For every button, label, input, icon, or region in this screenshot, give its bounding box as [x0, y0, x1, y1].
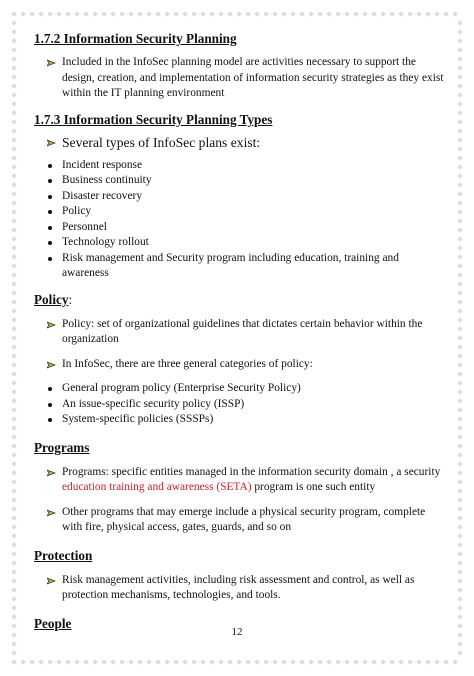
section-heading-1-7-3: 1.7.3 Information Security Planning Types	[34, 111, 273, 127]
list-item: An issue-specific security policy (ISSP)	[34, 397, 444, 413]
page-content	[34, 30, 444, 632]
arrow-bullet-icon	[47, 576, 57, 586]
list-item: Incident response	[34, 158, 444, 174]
policy-categories-list	[34, 381, 444, 428]
section-heading-programs: Programs	[34, 439, 90, 455]
plan-types-list	[34, 158, 444, 282]
list-item: Programs: specific entities managed in the information security domain , a security education training and awareness (SETA) program is one such entity	[34, 465, 444, 496]
list-item: Included in the InfoSec planning model are activities necessary to support the design, creation, and implementation of information security strategies as they exist within the IT planning environment	[34, 55, 444, 102]
arrow-bullet-icon	[47, 138, 57, 148]
list-item: Personnel	[34, 220, 444, 236]
highlighted-text: education training and awareness (SETA)	[62, 481, 252, 493]
list-item: Risk management and Security program including education, training and awareness	[34, 251, 444, 282]
list-item: General program policy (Enterprise Security Policy)	[34, 381, 444, 397]
arrow-bullet-icon	[47, 508, 57, 518]
section-heading-people: People	[34, 615, 72, 631]
arrow-bullet-icon	[47, 58, 57, 68]
arrow-bullet-icon	[47, 320, 57, 330]
page-number: 12	[231, 626, 243, 638]
list-item: System-specific policies (SSSPs)	[34, 412, 444, 428]
list-item: Policy: set of organizational guidelines that dictates certain behavior within the organization	[34, 317, 444, 348]
list-item: Several types of InfoSec plans exist:	[34, 134, 444, 152]
section-heading-protection: Protection	[34, 547, 93, 563]
list-item: Disaster recovery	[34, 189, 444, 205]
arrow-bullet-icon	[47, 468, 57, 478]
section-heading-policy: Policy:	[34, 291, 73, 307]
section-heading-1-7-2: 1.7.2 Information Security Planning	[34, 31, 237, 46]
list-item: Other programs that may emerge include a physical security program, complete with fire, physical access, gates, guards, and so on	[34, 505, 444, 536]
list-item: Business continuity	[34, 173, 444, 189]
list-item: Technology rollout	[34, 235, 444, 251]
arrow-bullet-icon	[47, 360, 57, 370]
list-item: Risk management activities, including risk assessment and control, as well as protection mechanisms, technologies, and tools.	[34, 573, 444, 604]
list-item: In InfoSec, there are three general categories of policy:	[34, 357, 444, 373]
list-item: Policy	[34, 204, 444, 220]
